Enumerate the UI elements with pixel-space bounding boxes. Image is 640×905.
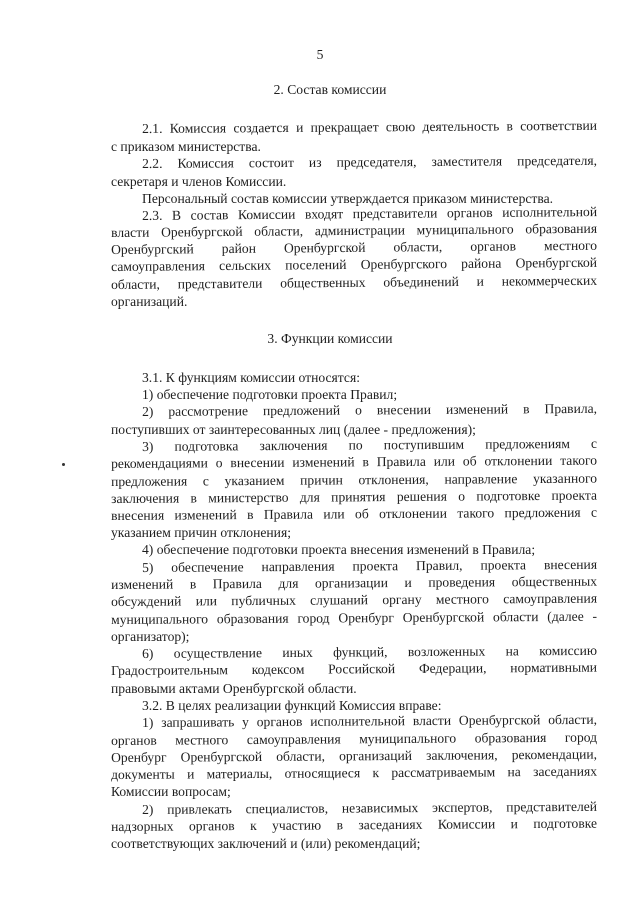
paragraph-line: Оренбург Оренбургской области, организаций заключения, рекомендации, <box>111 746 598 765</box>
paragraph-line: 2.2. Комиссия состоит из председателя, заместителя председателя, <box>142 152 598 171</box>
paragraph-line: поступивших от заинтересованных лиц (далее - предложения); <box>111 422 476 437</box>
page-number: 5 <box>316 47 324 62</box>
scan-speck <box>62 463 65 466</box>
paragraph-line: организаций. <box>111 294 188 309</box>
paragraph-line: обсуждений или публичных слушаний органу местного самоуправления <box>111 590 598 609</box>
paragraph-line: 3.1. К функциям комиссии относятся: <box>142 370 360 385</box>
paragraph-line: органов местного самоуправления муниципального образования город <box>111 729 598 748</box>
paragraph-line: 3.2. В целях реализации функций Комиссия вправе: <box>142 698 442 713</box>
paragraph-line: секретаря и членов Комиссии. <box>111 174 287 189</box>
paragraph-line: рекомендациями о внесении изменений в Правила или об отклонении такого <box>111 452 598 471</box>
section-3-heading: 3. Функции комиссии <box>267 331 393 346</box>
paragraph-line: соответствующих заключений и (или) рекомендаций; <box>111 836 421 851</box>
paragraph-line: 2) рассмотрение предложений о внесении изменений в Правила, <box>142 400 598 419</box>
paragraph-line: области, представители общественных объединений и некоммерческих <box>111 272 598 292</box>
paragraph-line: Персональный состав комиссии утверждается приказом министерства. <box>142 191 554 206</box>
paragraph-line: 5) обеспечение направления проекта Правил, проекта внесения <box>142 556 598 575</box>
paragraph-line: указанием причин отклонения; <box>111 525 291 540</box>
paragraph-line: 2.1. Комиссия создается и прекращает свою деятельность в соответствии <box>142 117 598 136</box>
paragraph-line: 4) обеспечение подготовки проекта внесения изменений в Правила; <box>142 542 536 557</box>
paragraph-line: 3) подготовка заключения по поступившим предложениям с <box>142 435 598 454</box>
paragraph-line: 1) запрашивать у органов исполнительной власти Оренбургской области, <box>142 711 598 730</box>
paragraph-line: документы и материалы, относящиеся к рассматриваемым на заседаниях <box>111 763 598 782</box>
paragraph-line: 2.3. В состав Комиссии входят представители органов исполнительной <box>142 204 598 223</box>
paragraph-line: правовыми актами Оренбургской области. <box>111 681 357 696</box>
paragraph-line: 2) привлекать специалистов, независимых экспертов, представителей <box>142 798 598 817</box>
paragraph-line: самоуправления сельских поселений Оренбургского района Оренбургской <box>111 254 598 274</box>
paragraph-line: муниципального образования город Оренбург Оренбургской области (далее - <box>111 608 598 627</box>
paragraph-line: предложения с указанием причин отклонения, направление указанного <box>111 470 598 489</box>
paragraph-line: внесения изменений в Правила или об отклонении такого предложения с <box>111 504 598 523</box>
paragraph-line: Комиссии вопросам; <box>111 784 231 799</box>
paragraph-line: заключения в министерство для принятия решения о подготовке проекта <box>111 487 598 506</box>
paragraph-line: власти Оренбургской области, администрации муниципального образования <box>111 220 598 240</box>
paragraph-line: надзорных органов к участию в заседаниях Комиссии и подготовке <box>111 815 598 834</box>
section-2-heading: 2. Состав комиссии <box>273 82 387 97</box>
paragraph-line: Градостроительным кодексом Российской Федерации, нормативными <box>111 659 598 678</box>
paragraph-line: Оренбургский район Оренбургской области, органов местного <box>111 237 598 257</box>
paragraph-line: 6) осуществление иных функций, возложенных на комиссию <box>142 642 598 661</box>
paragraph-line: изменений в Правила для организации и проведения общественных <box>111 573 598 592</box>
paragraph-line: 1) обеспечение подготовки проекта Правил; <box>142 387 398 402</box>
paragraph-line: организатор); <box>111 629 190 644</box>
paragraph-line: с приказом министерства. <box>111 139 261 154</box>
